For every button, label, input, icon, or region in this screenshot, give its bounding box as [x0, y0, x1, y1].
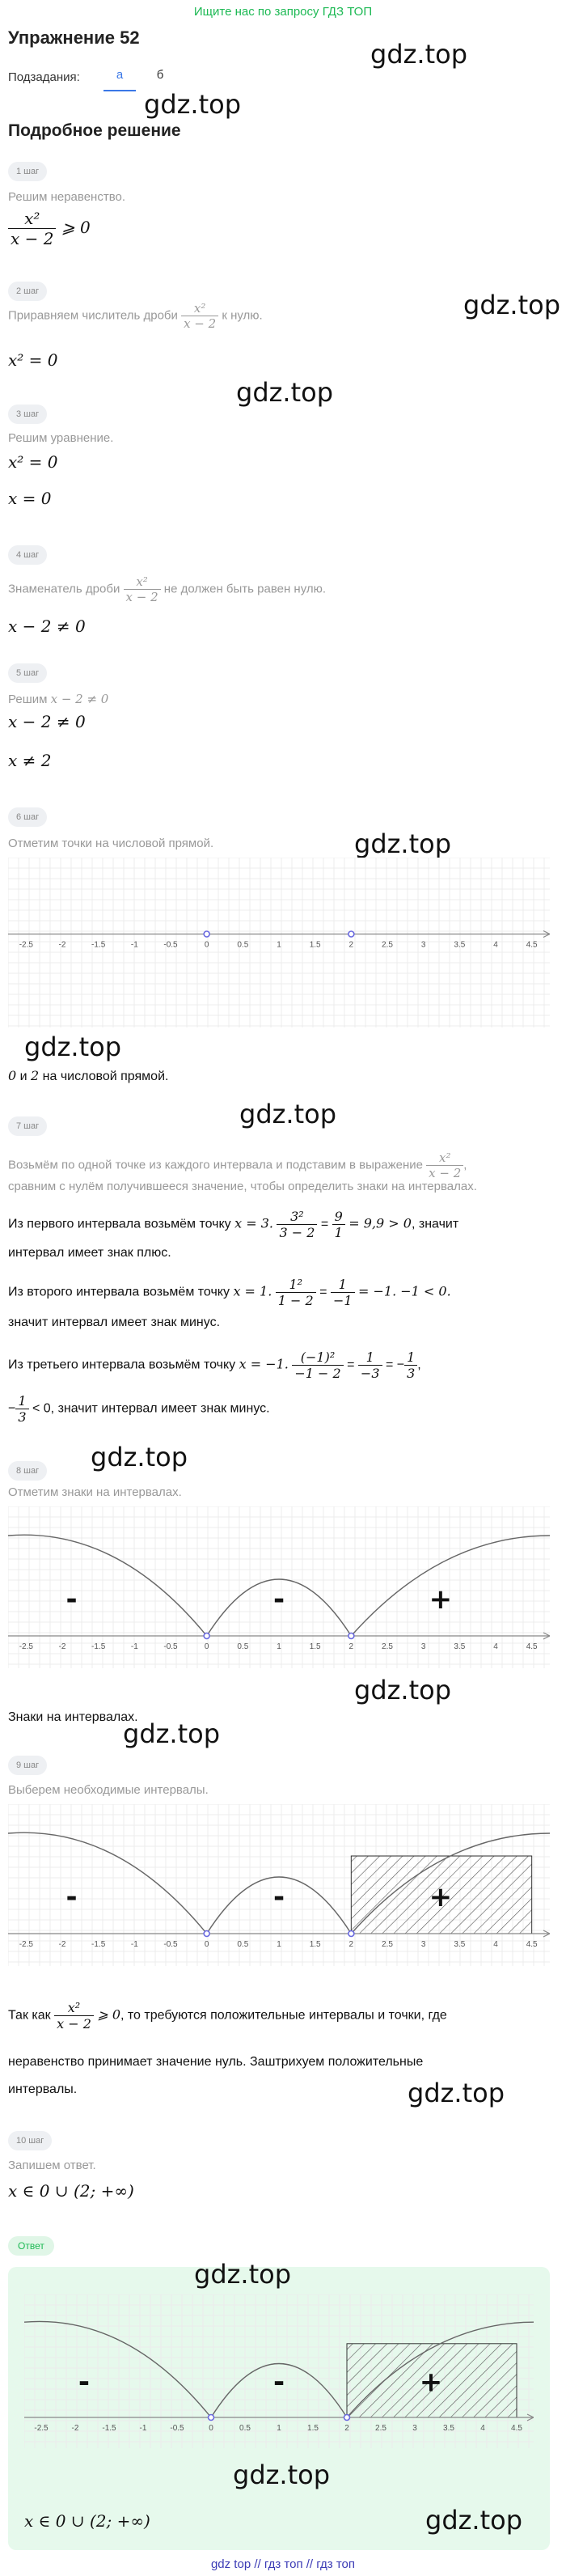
sign-chart	[8, 1506, 550, 1668]
watermark: gdz.top	[123, 1718, 221, 1749]
step-2-text: Приравняем числитель дроби $\frac{\text{x²}}{x - 2}$ к нулю.	[8, 301, 263, 331]
watermark: gdz.top	[463, 290, 561, 320]
step-3-text: Решим уравнение.	[8, 431, 114, 445]
tick-label: 0.5	[237, 940, 249, 950]
step-pill-6: 6 шаг	[8, 807, 47, 827]
tick-label: 3	[412, 2424, 417, 2433]
step-pill-2: 2 шаг	[8, 282, 47, 301]
interval-sign: +	[419, 2366, 443, 2399]
tab-a[interactable]: а	[103, 68, 136, 91]
interval-sign: -	[65, 1583, 78, 1616]
step-4-equation: x − 2 ≠ 0	[8, 616, 86, 636]
step-10-answer: x ∈ 0 ∪ (2; +∞)	[8, 2181, 134, 2201]
tick-label: 4	[493, 1642, 498, 1651]
answer-pill: Ответ	[8, 2236, 54, 2256]
step-7-point-1: Из первого интервала возьмём точку x = 3. $\frac{\text{3²}}{3 - 2}$ = $\frac{9}{1}$ = 9,9 > 0, значит	[8, 1209, 459, 1240]
tick-label: 3	[420, 1940, 426, 1949]
tick-label: 1	[277, 940, 281, 950]
step-pill-1: 1 шаг	[8, 162, 47, 181]
watermark: gdz.top	[354, 828, 452, 859]
tick-label: -2.5	[19, 940, 33, 950]
step-1-inequality: $\frac{\text{x²}}{x - 2}$ ⩾ 0	[8, 209, 91, 248]
step-7-point-3: Из третьего интервала возьмём точку x = −1. $\frac{\text{(−1)²}}{-1 - 2}$ = $\frac{1}{-3}$ = − $\frac{1}{3}$ ,	[8, 1349, 421, 1381]
tick-label: 2	[348, 940, 354, 950]
tick-label: 2	[348, 1940, 354, 1949]
step-5-eq-2: x ≠ 2	[8, 751, 52, 770]
interval-sign: -	[272, 2366, 285, 2399]
step-9-conclusion-2: неравенство принимает значение нуль. Заштрихуем положительные	[8, 2055, 424, 2069]
step-3-eq-2: x = 0	[8, 489, 52, 508]
tick-label: 1	[277, 1642, 281, 1651]
tick-label: 1	[277, 2424, 281, 2433]
tick-label: 0	[204, 940, 209, 950]
tick-label: 2	[344, 2424, 349, 2433]
point-marker	[348, 931, 354, 937]
answer-chart	[24, 2294, 534, 2448]
tick-label: 0.5	[239, 2424, 251, 2433]
tick-label: 0	[209, 2424, 213, 2433]
tick-label: 1.5	[307, 2424, 319, 2433]
point-marker	[348, 1931, 354, 1937]
tick-label: 4.5	[526, 940, 538, 950]
footer-links[interactable]: gdz top // гдз топ // гдз топ	[210, 2557, 356, 2571]
step-7-point-2-b: значит интервал имеет знак минус.	[8, 1316, 221, 1329]
tick-label: 1.5	[309, 1940, 321, 1949]
step-1-text: Решим неравенство.	[8, 190, 125, 204]
watermark: gdz.top	[408, 2078, 505, 2108]
tick-label: -2	[58, 1940, 66, 1949]
step-7-point-3-b: − $\frac{1}{3}$ < 0, значит интервал имеет знак минус.	[8, 1393, 270, 1425]
tick-label: 2.5	[382, 940, 393, 950]
step-2-equation: x² = 0	[8, 350, 58, 370]
tick-label: 3.5	[454, 1642, 466, 1651]
interval-sign: -	[272, 1881, 285, 1913]
tab-b[interactable]: б	[156, 68, 164, 82]
step-pill-8: 8 шаг	[8, 1461, 47, 1481]
tick-label: 4	[493, 1940, 498, 1949]
step-4-text: Знаменатель дроби $\frac{\text{x²}}{x - 2}$ не должен быть равен нулю.	[8, 574, 327, 604]
tick-label: 4	[480, 2424, 485, 2433]
tick-label: -1.5	[91, 1940, 106, 1949]
step-9-conclusion-3: интервалы.	[8, 2082, 78, 2096]
step-pill-3: 3 шаг	[8, 405, 47, 424]
watermark: gdz.top	[144, 89, 242, 120]
tick-label: 1	[277, 1940, 281, 1949]
interval-sign: -	[78, 2366, 90, 2399]
interval-sign: -	[272, 1583, 285, 1616]
step-9-text: Выберем необходимые интервалы.	[8, 1783, 209, 1797]
tick-label: 4.5	[526, 1940, 538, 1949]
tick-label: -1	[139, 2424, 147, 2433]
step-7-point-1-b: интервал имеет знак плюс.	[8, 1246, 171, 1260]
tick-label: -0.5	[163, 1940, 178, 1949]
step-10-text: Запишем ответ.	[8, 2159, 96, 2172]
tick-label: 2.5	[382, 1642, 393, 1651]
point-marker	[204, 931, 209, 937]
tick-label: 2.5	[375, 2424, 386, 2433]
watermark: gdz.top	[91, 1442, 188, 1472]
subtasks-label: Подзадания:	[8, 70, 80, 84]
tick-label: -1	[130, 1642, 138, 1651]
watermark: gdz.top	[370, 39, 468, 70]
interval-sign: +	[429, 1583, 453, 1616]
watermark: gdz.top	[194, 2259, 292, 2290]
tick-label: 4.5	[526, 1642, 538, 1651]
point-marker	[209, 2415, 214, 2421]
selected-intervals-chart	[8, 1804, 550, 1966]
tick-label: -2	[58, 1642, 66, 1651]
tick-label: 4	[493, 940, 498, 950]
tick-label: 0	[204, 1642, 209, 1651]
number-line-chart	[8, 858, 550, 1027]
tick-label: -1.5	[102, 2424, 116, 2433]
tick-label: 3	[420, 1642, 426, 1651]
step-pill-9: 9 шаг	[8, 1756, 47, 1775]
point-marker	[344, 2415, 350, 2421]
tick-label: -1	[130, 940, 138, 950]
watermark: gdz.top	[236, 377, 334, 408]
step-7-point-2: Из второго интервала возьмём точку x = 1. $\frac{\text{1²}}{1 - 2}$ = $\frac{1}{-1}$ = −1. −1 < 0.	[8, 1277, 451, 1308]
interval-sign: -	[65, 1881, 78, 1913]
top-search-link[interactable]: Ищите нас по запросу ГДЗ ТОП	[193, 5, 373, 19]
tick-label: 1.5	[309, 1642, 321, 1651]
step-pill-7: 7 шаг	[8, 1116, 47, 1136]
tick-label: 3.5	[454, 940, 466, 950]
interval-arc	[8, 1535, 207, 1636]
point-marker	[204, 1931, 209, 1937]
step-6-text: Отметим точки на числовой прямой.	[8, 837, 214, 850]
tick-label: 0.5	[237, 1642, 249, 1651]
step-8-caption: Знаки на интервалах.	[8, 1710, 138, 1724]
page-title: Упражнение 52	[8, 28, 140, 48]
step-3-eq-1: x² = 0	[8, 452, 58, 472]
tick-label: -0.5	[163, 1642, 178, 1651]
tick-label: -1.5	[91, 1642, 106, 1651]
point-marker	[348, 1633, 354, 1639]
tick-label: 0.5	[237, 1940, 249, 1949]
step-6-caption: 0 и 2 на числовой прямой.	[8, 1068, 169, 1083]
tick-label: -2.5	[19, 1940, 33, 1949]
watermark: gdz.top	[24, 1032, 122, 1062]
step-5-text: Решим x − 2 ≠ 0	[8, 692, 109, 706]
tick-label: -2	[58, 940, 66, 950]
tick-label: 0	[204, 1940, 209, 1949]
interval-sign: +	[429, 1881, 453, 1913]
step-pill-4: 4 шаг	[8, 545, 47, 565]
tick-label: -2.5	[19, 1642, 33, 1651]
interval-arc	[24, 2321, 211, 2417]
watermark: gdz.top	[354, 1675, 452, 1705]
tick-label: -2	[71, 2424, 79, 2433]
tick-label: 2	[348, 1642, 354, 1651]
watermark: gdz.top	[239, 1099, 337, 1129]
step-8-text: Отметим знаки на интервалах.	[8, 1485, 182, 1499]
answer-text: x ∈ 0 ∪ (2; +∞)	[24, 2511, 150, 2531]
interval-arc	[8, 1832, 207, 1934]
step-5-eq-1: x − 2 ≠ 0	[8, 712, 86, 731]
tick-label: 2.5	[382, 1940, 393, 1949]
tick-label: -2.5	[34, 2424, 49, 2433]
tick-label: -0.5	[170, 2424, 184, 2433]
tick-label: -0.5	[163, 940, 178, 950]
point-marker	[204, 1633, 209, 1639]
tick-label: -1.5	[91, 940, 106, 950]
watermark: gdz.top	[425, 2505, 523, 2536]
step-7-intro-2: сравним с нулём получившееся значение, чтобы определить знаки на интервалах.	[8, 1180, 477, 1193]
step-9-conclusion: Так как $\frac{\text{x²}}{x - 2}$ ⩾ 0, то требуются положительные интервалы и точки, где	[8, 2000, 447, 2032]
tick-label: 3	[420, 940, 426, 950]
watermark: gdz.top	[233, 2459, 331, 2490]
section-title: Подробное решение	[8, 121, 181, 140]
tick-label: 4.5	[511, 2424, 522, 2433]
step-7-intro: Возьмём по одной точке из каждого интервала и подставим в выражение $\frac{\text{x²}}{x - 2}$ ,	[8, 1150, 467, 1180]
step-pill-10: 10 шаг	[8, 2131, 52, 2150]
tick-label: 3.5	[454, 1940, 466, 1949]
tick-label: 1.5	[309, 940, 321, 950]
tick-label: -1	[130, 1940, 138, 1949]
tick-label: 3.5	[443, 2424, 454, 2433]
step-pill-5: 5 шаг	[8, 663, 47, 683]
